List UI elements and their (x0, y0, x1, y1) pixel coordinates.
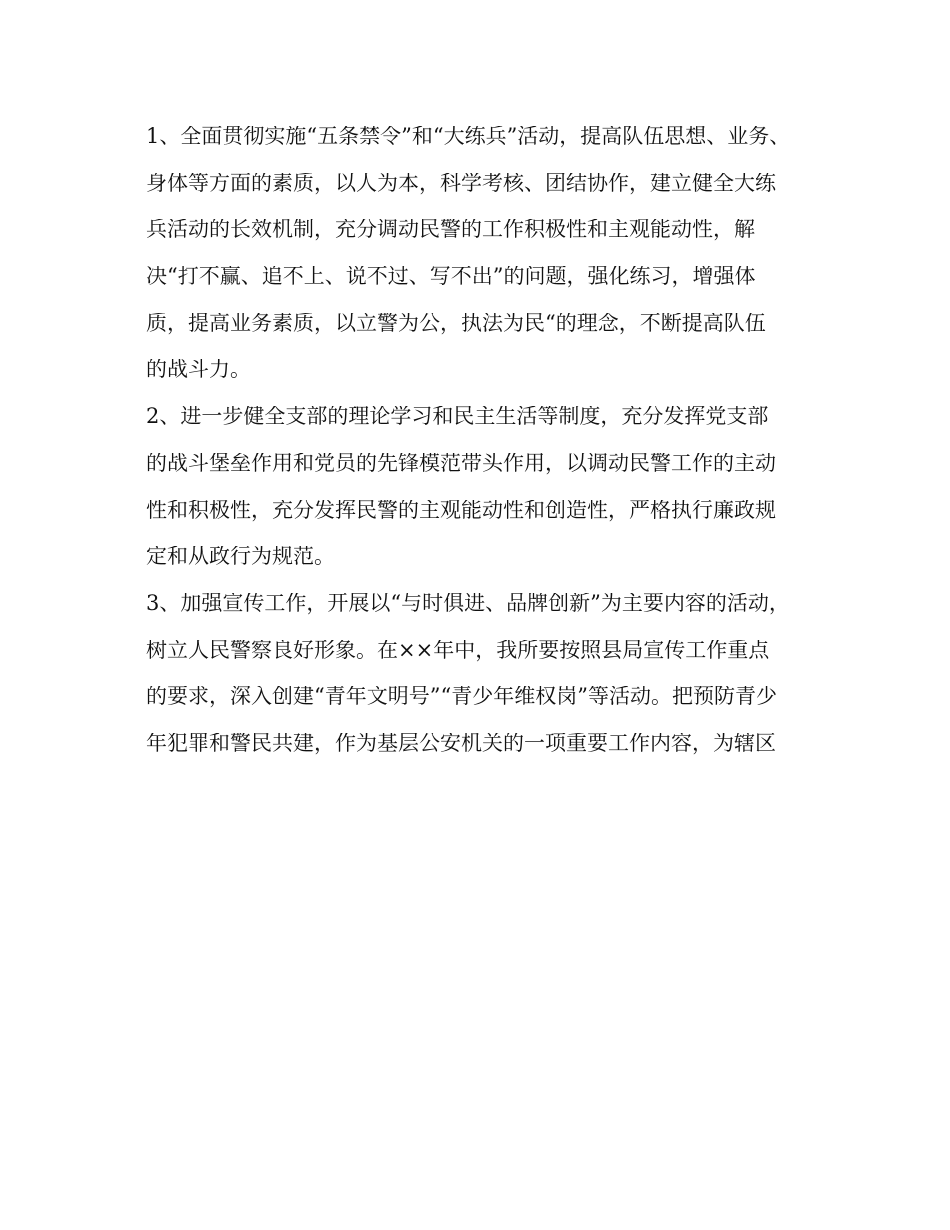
text-line: 兵活动的长效机制，充分调动民警的工作积极性和主观能动性，解 (146, 219, 755, 242)
text-line: 性和积极性，充分发挥民警的主观能动性和创造性，严格执行廉政规 (146, 499, 776, 522)
text-line: 身体等方面的素质，以人为本，科学考核、团结协作，建立健全大练 (146, 172, 776, 195)
text-line: 3、加强宣传工作，开展以“与时俱进、品牌创新”为主要内容的活动， (146, 592, 790, 615)
text-line: 2、进一步健全支部的理论学习和民主生活等制度，充分发挥党支部 (146, 406, 769, 429)
text-line: 质，提高业务素质，以立警为公，执法为民“的理念，不断提高队伍 (146, 312, 766, 335)
text-line: 的战斗堡垒作用和党员的先锋模范带头作用，以调动民警工作的主动 (146, 452, 776, 475)
document-body (146, 126, 806, 780)
text-line: 树立人民警察良好形象。在××年中，我所要按照县局宣传工作重点 (146, 639, 770, 662)
text-line: 1、全面贯彻实施“五条禁令”和“大练兵”活动，提高队伍思想、业务、 (146, 126, 791, 148)
text-line: 决“打不赢、追不上、说不过、写不出”的问题，强化练习，增强体 (146, 266, 756, 289)
text-line: 年犯罪和警民共建，作为基层公安机关的一项重要工作内容，为辖区 (146, 732, 776, 755)
text-line: 的战斗力。 (146, 359, 251, 382)
paragraph-1 (146, 126, 806, 406)
text-line: 的要求，深入创建“青年文明号”“青少年维权岗”等活动。把预防青少 (146, 686, 777, 709)
paragraph-2 (146, 406, 806, 593)
paragraph-3 (146, 593, 806, 780)
text-line: 定和从政行为规范。 (146, 546, 335, 569)
